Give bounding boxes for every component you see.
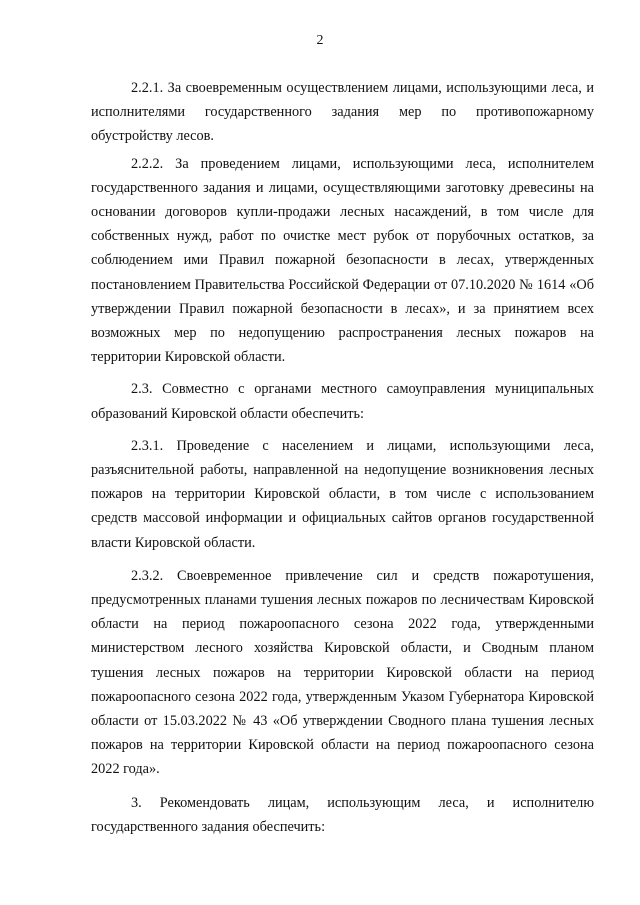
- paragraph-2-2-1: 2.2.1. За своевременным осуществлением лицами, использующими леса, и исполнителями государственного задания мер по противопожарному обустройству лесов.: [91, 80, 594, 145]
- body-text: [91, 76, 594, 839]
- paragraph-2-3: 2.3. Совместно с органами местного самоуправления муниципальных образований Кировской области обеспечить:: [91, 381, 594, 422]
- page-number: 2: [316, 33, 324, 48]
- paragraph-3: 3. Рекомендовать лицам, использующим леса, и исполнителю государственного задания обеспечить:: [91, 794, 594, 835]
- paragraph-2-3-2: 2.3.2. Своевременное привлечение сил и средств пожаротушения, предусмотренных планами тушения лесных пожаров по лесничествам Кировской области на период пожароопасного сезона 2022 года, утвержденными министерством лесного хозяйства Кировской области, и Сводным планом тушения лесных пожаров на территории Кировской области на период пожароопасного сезона 2022 года, утвержденным Указом Губернатора Кировской области от 15.03.2022 № 43 «Об утверждении Сводного плана тушения лесных пожаров на территории Кировской области на период пожароопасного сезона 2022 года».: [91, 567, 594, 778]
- paragraph-2-3-1: 2.3.1. Проведение с населением и лицами, использующими леса, разъяснительной работы, направленной на недопущение возникновения лесных пожаров на территории Кировской области, в том числе с использованием средств массовой информации и официальных сайтов органов государственной власти Кировской области.: [91, 437, 594, 551]
- paragraph-2-2-2: 2.2.2. За проведением лицами, использующими леса, исполнителем государственного задания и лицами, осуществляющими заготовку древесины на основании договоров купли-продажи лесных насаждений, в том числе для собственных нужд, работ по очистке мест рубок от порубочных остатков, за соблюдением ими Правил пожарной безопасности в лесах, утвержденных постановлением Правительства Российской Федерации от 07.10.2020 № 1614 «Об утверждении Правил пожарной безопасности в лесах», и за принятием всех возможных мер по недопущению распространения лесных пожаров на территории Кировской области.: [91, 155, 594, 366]
